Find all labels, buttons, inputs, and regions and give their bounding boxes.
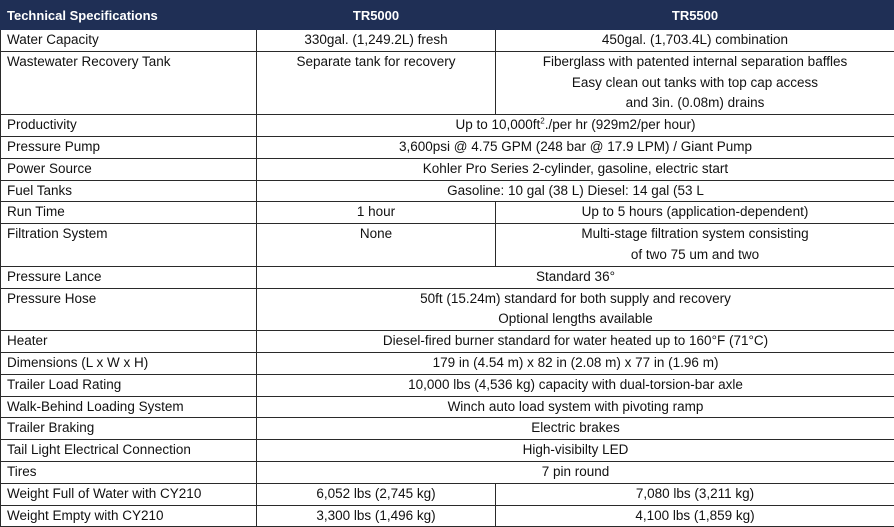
cell-line: Multi-stage filtration system consisting [502, 224, 888, 245]
cell-model-b: 450gal. (1,703.4L) combination [496, 30, 894, 52]
row-label: Tail Light Electrical Connection [1, 440, 257, 462]
row-label: Trailer Load Rating [1, 374, 257, 396]
row-weight-full [1, 483, 894, 505]
row-water-capacity [1, 30, 894, 52]
row-label: Pressure Pump [1, 136, 257, 158]
header-label: Technical Specifications [1, 1, 257, 30]
cell-line: Optional lengths available [263, 309, 888, 330]
row-weight-empty [1, 505, 894, 527]
cell-merged: 7 pin round [257, 461, 894, 483]
row-trailer-braking [1, 418, 894, 440]
value-text: Up to 10,000ft [455, 117, 540, 132]
cell-model-b [496, 51, 894, 114]
cell-line: Easy clean out tanks with top cap access [502, 73, 888, 94]
cell-line: and 3in. (0.08m) drains [502, 93, 888, 114]
header-model-b: TR5500 [496, 1, 894, 30]
row-label: Pressure Hose [1, 288, 257, 331]
row-power-source [1, 158, 894, 180]
row-label: Walk-Behind Loading System [1, 396, 257, 418]
row-label: Trailer Braking [1, 418, 257, 440]
cell-merged: Diesel-fired burner standard for water heated up to 160°F (71°C) [257, 331, 894, 353]
cell-merged: Winch auto load system with pivoting ramp [257, 396, 894, 418]
row-pressure-hose [1, 288, 894, 331]
cell-line: of two 75 um and two [502, 245, 888, 266]
row-tires [1, 461, 894, 483]
cell-merged: 179 in (4.54 m) x 82 in (2.08 m) x 77 in (1.96 m) [257, 352, 894, 374]
cell-model-b: Up to 5 hours (application-dependent) [496, 202, 894, 224]
row-trailer-load [1, 374, 894, 396]
row-fuel-tanks [1, 180, 894, 202]
row-label: Productivity [1, 115, 257, 137]
row-pressure-pump [1, 136, 894, 158]
cell-model-a: 6,052 lbs (2,745 kg) [257, 483, 496, 505]
cell-model-a: 3,300 lbs (1,496 kg) [257, 505, 496, 527]
cell-model-b: 7,080 lbs (3,211 kg) [496, 483, 894, 505]
row-label: Weight Full of Water with CY210 [1, 483, 257, 505]
row-wastewater [1, 51, 894, 114]
row-label: Wastewater Recovery Tank [1, 51, 257, 114]
row-heater [1, 331, 894, 353]
row-label: Weight Empty with CY210 [1, 505, 257, 527]
row-pressure-lance [1, 266, 894, 288]
cell-merged: 3,600psi @ 4.75 GPM (248 bar @ 17.9 LPM) / Giant Pump [257, 136, 894, 158]
cell-merged: Gasoline: 10 gal (38 L) Diesel: 14 gal (53 L [257, 180, 894, 202]
cell-line: 50ft (15.24m) standard for both supply and recovery [263, 289, 888, 310]
row-label: Filtration System [1, 224, 257, 267]
cell-merged [257, 115, 894, 137]
row-tail-light [1, 440, 894, 462]
header-row [1, 1, 894, 30]
cell-model-b: 4,100 lbs (1,859 kg) [496, 505, 894, 527]
row-dimensions [1, 352, 894, 374]
row-label: Run Time [1, 202, 257, 224]
row-label: Dimensions (L x W x H) [1, 352, 257, 374]
cell-merged: Electric brakes [257, 418, 894, 440]
superscript: 2 [540, 117, 544, 126]
row-walk-behind [1, 396, 894, 418]
cell-merged: 10,000 lbs (4,536 kg) capacity with dual-torsion-bar axle [257, 374, 894, 396]
cell-merged: Standard 36° [257, 266, 894, 288]
row-label: Power Source [1, 158, 257, 180]
cell-merged [257, 288, 894, 331]
row-label: Pressure Lance [1, 266, 257, 288]
value-text: ./per hr (929m2/per hour) [545, 117, 696, 132]
row-filtration [1, 224, 894, 267]
cell-merged: High-visibilty LED [257, 440, 894, 462]
row-label: Fuel Tanks [1, 180, 257, 202]
cell-model-a: None [257, 224, 496, 267]
row-productivity [1, 115, 894, 137]
cell-model-a: 330gal. (1,249.2L) fresh [257, 30, 496, 52]
cell-model-a: 1 hour [257, 202, 496, 224]
row-label: Water Capacity [1, 30, 257, 52]
row-label: Heater [1, 331, 257, 353]
cell-model-a: Separate tank for recovery [257, 51, 496, 114]
row-run-time [1, 202, 894, 224]
header-model-a: TR5000 [257, 1, 496, 30]
cell-merged: Kohler Pro Series 2-cylinder, gasoline, electric start [257, 158, 894, 180]
cell-model-b [496, 224, 894, 267]
cell-line: Fiberglass with patented internal separation baffles [502, 52, 888, 73]
row-label: Tires [1, 461, 257, 483]
